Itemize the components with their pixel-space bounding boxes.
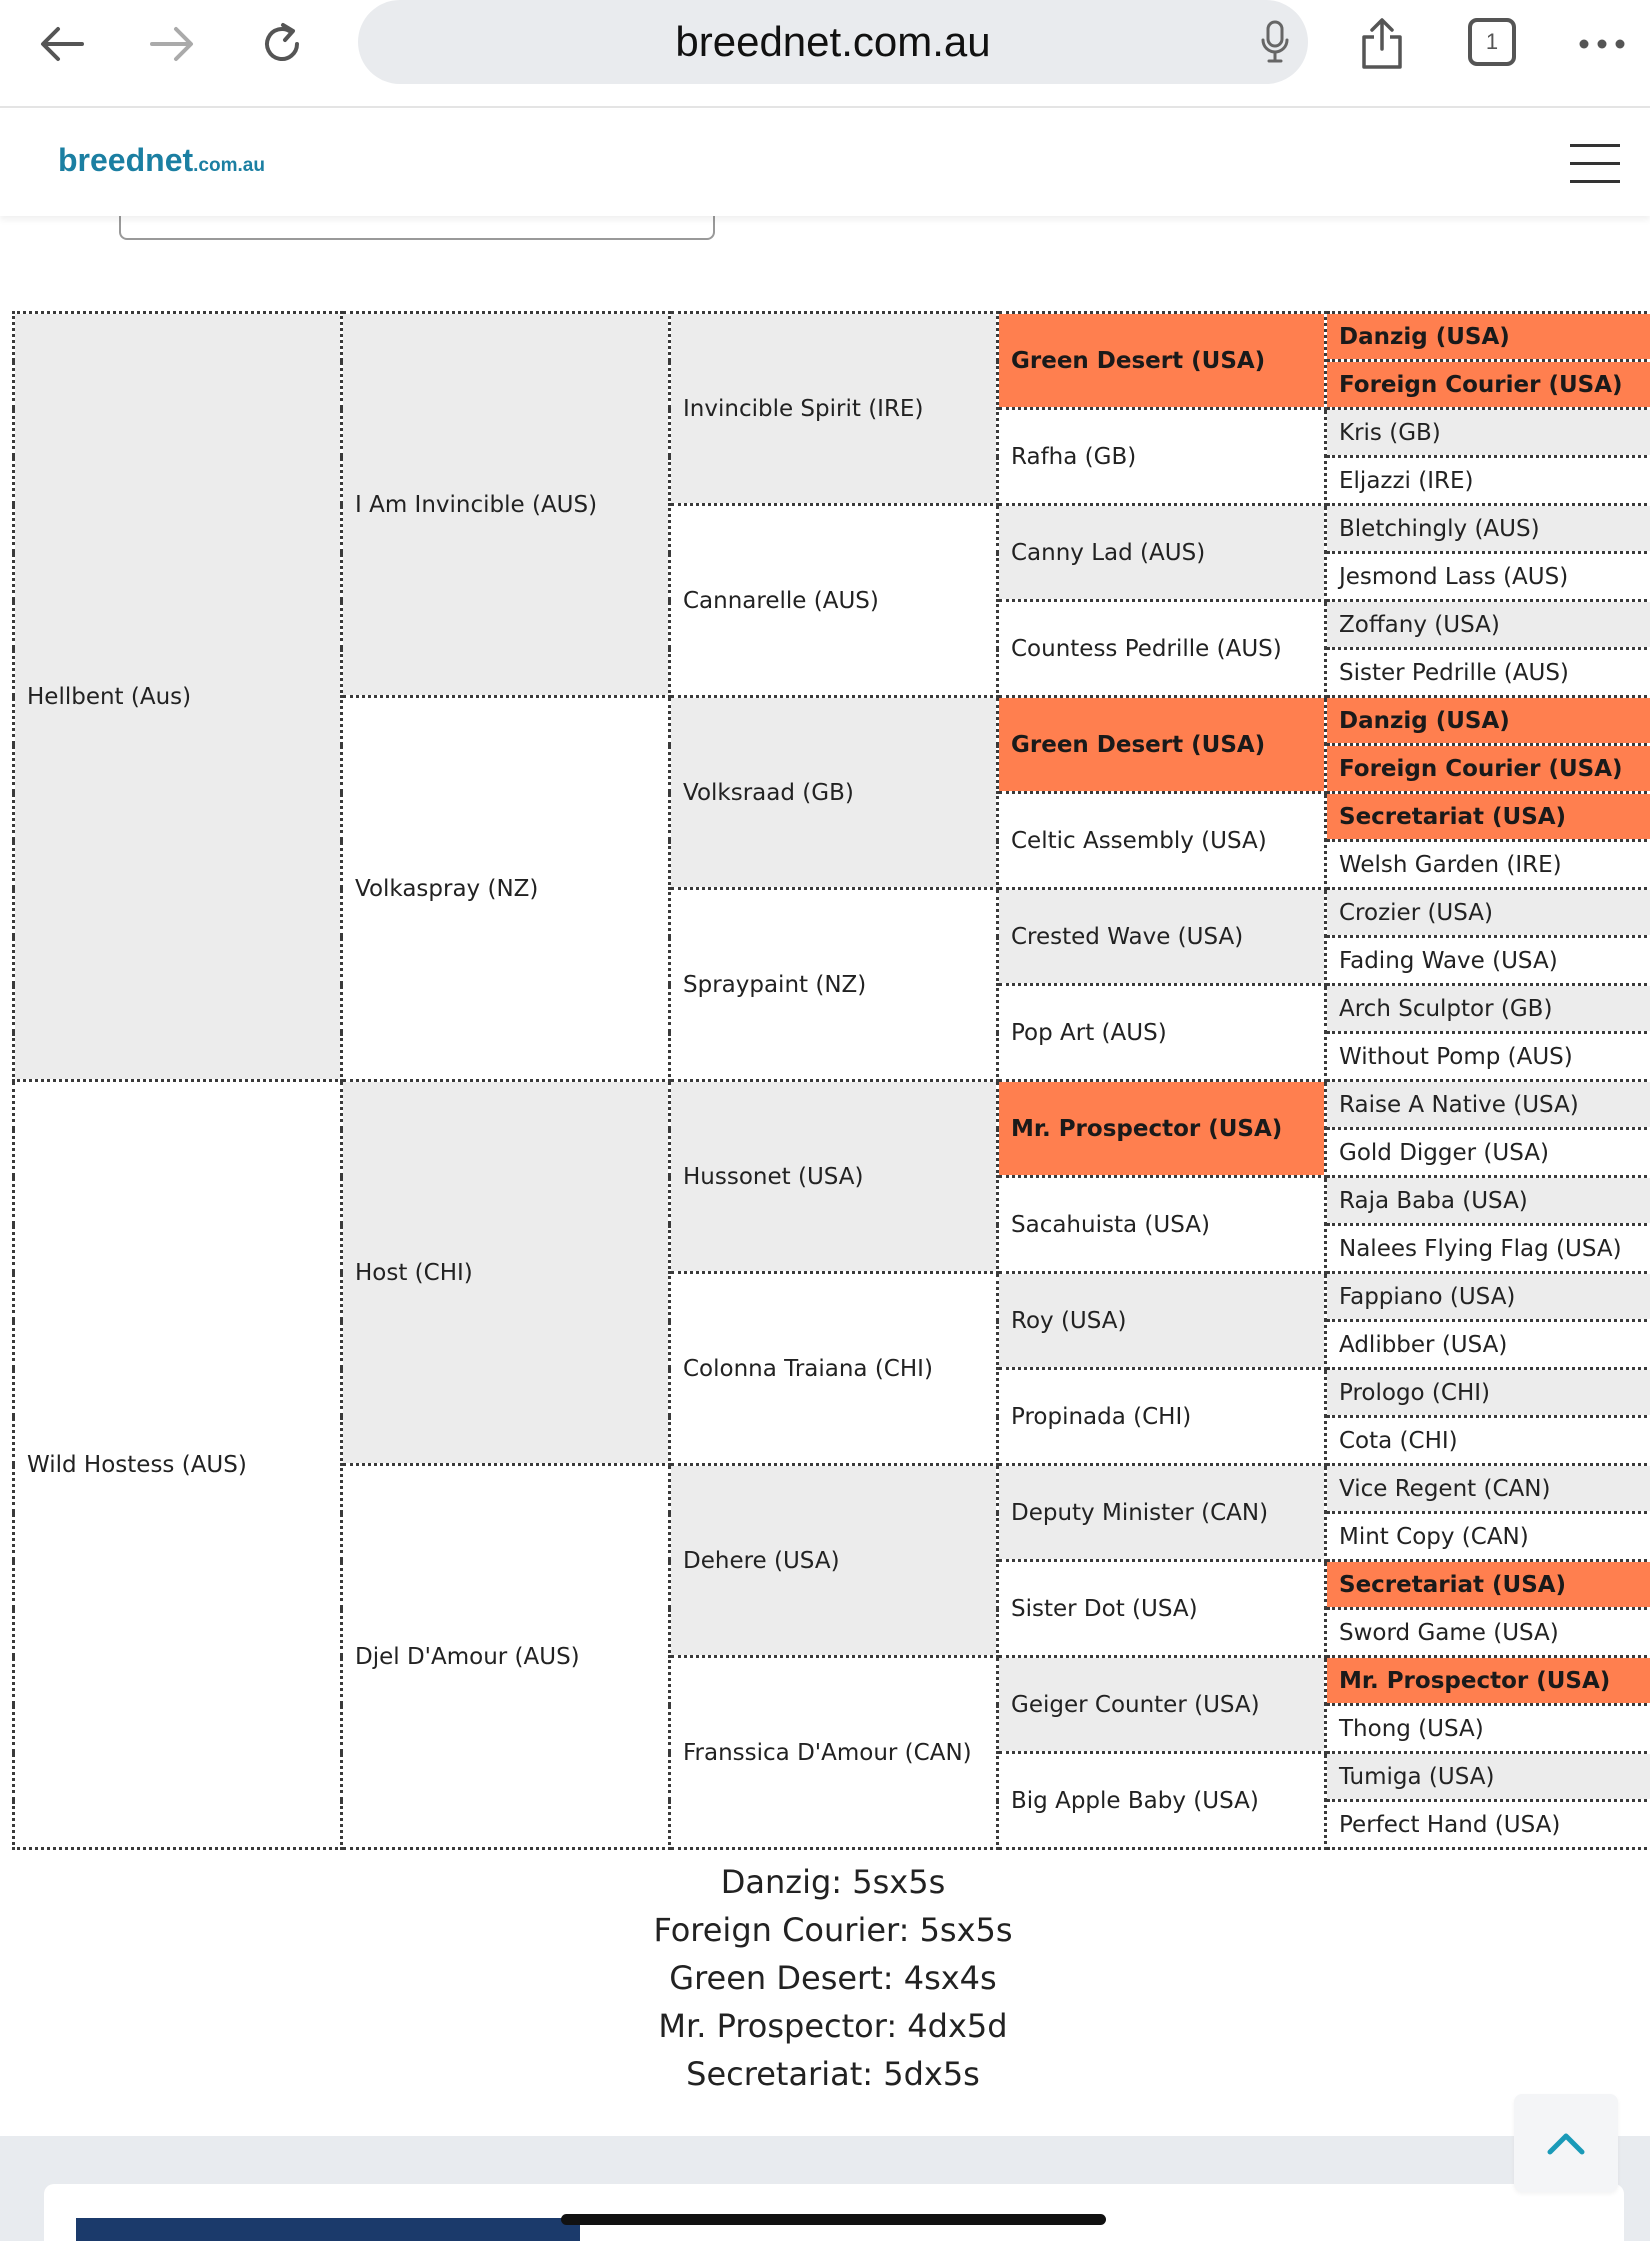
pedigree-gen5-cell[interactable]: Arch Sculptor (GB) — [1326, 985, 1650, 1033]
pedigree-gen3-cell[interactable]: Volksraad (GB) — [670, 697, 998, 889]
pedigree-gen5-cell[interactable]: Raja Baba (USA) — [1326, 1177, 1650, 1225]
chevron-up-icon — [1546, 2130, 1586, 2156]
inbreeding-summary — [0, 1858, 1650, 2098]
pedigree-gen5-cell[interactable]: Foreign Courier (USA) — [1326, 361, 1650, 409]
pedigree-gen5-cell[interactable]: Raise A Native (USA) — [1326, 1081, 1650, 1129]
pedigree-gen5-cell[interactable]: Perfect Hand (USA) — [1326, 1801, 1650, 1849]
inbreeding-line: Foreign Courier: 5sx5s — [653, 1911, 1013, 1949]
footer-banner — [76, 2218, 580, 2241]
pedigree-gen5-cell[interactable]: Foreign Courier (USA) — [1326, 745, 1650, 793]
pedigree-gen5-cell[interactable]: Cota (CHI) — [1326, 1417, 1650, 1465]
pedigree-gen3-cell[interactable]: Hussonet (USA) — [670, 1081, 998, 1273]
pedigree-gen4-cell[interactable]: Green Desert (USA) — [998, 313, 1326, 409]
site-header — [0, 110, 1650, 216]
logo-main: breednet — [58, 142, 194, 178]
logo-suffix: .com.au — [193, 155, 265, 176]
pedigree-gen3-cell[interactable]: Invincible Spirit (IRE) — [670, 313, 998, 505]
pedigree-gen3-cell[interactable]: Franssica D'Amour (CAN) — [670, 1657, 998, 1849]
pedigree-gen2-cell[interactable]: Djel D'Amour (AUS) — [342, 1465, 670, 1849]
pedigree-gen3-cell[interactable]: Cannarelle (AUS) — [670, 505, 998, 697]
tabs-icon[interactable]: 1 — [1468, 18, 1516, 66]
reload-icon[interactable] — [252, 14, 312, 74]
pedigree-gen3-cell[interactable]: Dehere (USA) — [670, 1465, 998, 1657]
pedigree-gen4-cell[interactable]: Geiger Counter (USA) — [998, 1657, 1326, 1753]
pedigree-gen4-cell[interactable]: Crested Wave (USA) — [998, 889, 1326, 985]
pedigree-gen4-cell[interactable]: Rafha (GB) — [998, 409, 1326, 505]
pedigree-gen4-cell[interactable]: Celtic Assembly (USA) — [998, 793, 1326, 889]
scroll-to-top-button[interactable] — [1514, 2094, 1618, 2192]
more-icon[interactable] — [1572, 14, 1632, 74]
pedigree-gen5-cell[interactable]: Mr. Prospector (USA) — [1326, 1657, 1650, 1705]
pedigree-gen5-cell[interactable]: Kris (GB) — [1326, 409, 1650, 457]
pedigree-gen4-cell[interactable]: Canny Lad (AUS) — [998, 505, 1326, 601]
pedigree-gen4-cell[interactable]: Green Desert (USA) — [998, 697, 1326, 793]
pedigree-gen5-cell[interactable]: Sword Game (USA) — [1326, 1609, 1650, 1657]
pedigree-gen5-cell[interactable]: Adlibber (USA) — [1326, 1321, 1650, 1369]
pedigree-gen2-cell[interactable]: Host (CHI) — [342, 1081, 670, 1465]
pedigree-gen5-cell[interactable]: Without Pomp (AUS) — [1326, 1033, 1650, 1081]
share-icon[interactable] — [1352, 14, 1412, 74]
pedigree-gen5-cell[interactable]: Danzig (USA) — [1326, 313, 1650, 361]
pedigree-gen5-cell[interactable]: Fappiano (USA) — [1326, 1273, 1650, 1321]
pedigree-gen5-cell[interactable]: Nalees Flying Flag (USA) — [1326, 1225, 1650, 1273]
back-arrow-icon[interactable] — [32, 14, 92, 74]
forward-arrow-icon[interactable] — [142, 14, 202, 74]
pedigree-gen3-cell[interactable]: Spraypaint (NZ) — [670, 889, 998, 1081]
pedigree-gen5-cell[interactable]: Danzig (USA) — [1326, 697, 1650, 745]
pedigree-dam[interactable]: Wild Hostess (AUS) — [14, 1081, 342, 1849]
pedigree-gen4-cell[interactable]: Deputy Minister (CAN) — [998, 1465, 1326, 1561]
pedigree-gen4-cell[interactable]: Sacahuista (USA) — [998, 1177, 1326, 1273]
browser-toolbar — [0, 0, 1650, 108]
inbreeding-line: Mr. Prospector: 4dx5d — [658, 2007, 1008, 2045]
home-indicator — [561, 2214, 1106, 2225]
pedigree-sire[interactable]: Hellbent (Aus) — [14, 313, 342, 1081]
pedigree-gen2-cell[interactable]: I Am Invincible (AUS) — [342, 313, 670, 697]
pedigree-gen4-cell[interactable]: Mr. Prospector (USA) — [998, 1081, 1326, 1177]
microphone-icon[interactable] — [1260, 20, 1290, 68]
pedigree-gen4-cell[interactable]: Big Apple Baby (USA) — [998, 1753, 1326, 1849]
pedigree-gen2-cell[interactable]: Volkaspray (NZ) — [342, 697, 670, 1081]
pedigree-gen4-cell[interactable]: Pop Art (AUS) — [998, 985, 1326, 1081]
address-bar[interactable] — [358, 0, 1308, 84]
pedigree-gen5-cell[interactable]: Thong (USA) — [1326, 1705, 1650, 1753]
pedigree-gen5-cell[interactable]: Sister Pedrille (AUS) — [1326, 649, 1650, 697]
pedigree-gen5-cell[interactable]: Tumiga (USA) — [1326, 1753, 1650, 1801]
inbreeding-line: Secretariat: 5dx5s — [686, 2055, 980, 2093]
inbreeding-line: Green Desert: 4sx4s — [669, 1959, 997, 1997]
inbreeding-line: Danzig: 5sx5s — [720, 1863, 946, 1901]
hamburger-menu-icon[interactable] — [1570, 144, 1620, 184]
pedigree-gen5-cell[interactable]: Secretariat (USA) — [1326, 793, 1650, 841]
pedigree-gen4-cell[interactable]: Sister Dot (USA) — [998, 1561, 1326, 1657]
pedigree-gen5-cell[interactable]: Vice Regent (CAN) — [1326, 1465, 1650, 1513]
site-logo[interactable] — [58, 142, 265, 179]
url-text: breednet.com.au — [675, 18, 991, 65]
pedigree-gen5-cell[interactable]: Eljazzi (IRE) — [1326, 457, 1650, 505]
pedigree-gen5-cell[interactable]: Crozier (USA) — [1326, 889, 1650, 937]
pedigree-gen5-cell[interactable]: Welsh Garden (IRE) — [1326, 841, 1650, 889]
pedigree-table — [12, 311, 1650, 1850]
pedigree-gen5-cell[interactable]: Prologo (CHI) — [1326, 1369, 1650, 1417]
pedigree-gen5-cell[interactable]: Fading Wave (USA) — [1326, 937, 1650, 985]
pedigree-gen4-cell[interactable]: Countess Pedrille (AUS) — [998, 601, 1326, 697]
pedigree-gen5-cell[interactable]: Mint Copy (CAN) — [1326, 1513, 1650, 1561]
pedigree-gen4-cell[interactable]: Propinada (CHI) — [998, 1369, 1326, 1465]
pedigree-gen4-cell[interactable]: Roy (USA) — [998, 1273, 1326, 1369]
pedigree-gen5-cell[interactable]: Secretariat (USA) — [1326, 1561, 1650, 1609]
pedigree-gen3-cell[interactable]: Colonna Traiana (CHI) — [670, 1273, 998, 1465]
pedigree-gen5-cell[interactable]: Jesmond Lass (AUS) — [1326, 553, 1650, 601]
pedigree-gen5-cell[interactable]: Bletchingly (AUS) — [1326, 505, 1650, 553]
pedigree-gen5-cell[interactable]: Zoffany (USA) — [1326, 601, 1650, 649]
pedigree-gen5-cell[interactable]: Gold Digger (USA) — [1326, 1129, 1650, 1177]
